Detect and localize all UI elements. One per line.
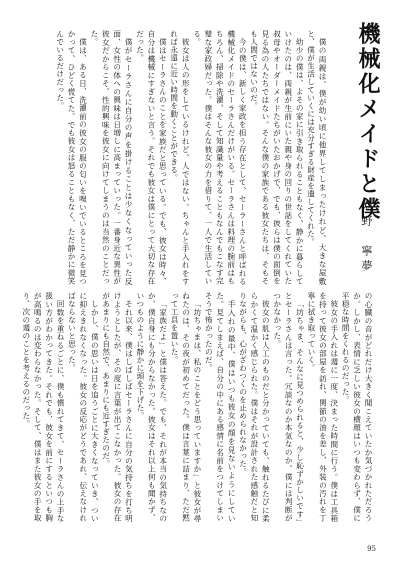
paragraph: 今の僕は、新しく家政を担う存在として、セーラーさんと呼ばれる機械化メイドのセーラさんだけがいる。セーラさんは料理の腕前はもちろん、掃除や洗濯、そして知識量や考えることもなんでもこなす完璧な家政婦だった。僕はそんな彼女の力を借りて、一人で生活している。	[192, 30, 248, 285]
paragraph: 彼女の手入れは週に一度、決まった時間に行う。僕は工具箱を持って彼女の部屋を訪れ、関節の油を差し、外装の汚れを丁寧に拭き取っていく。	[306, 292, 339, 522]
paragraph: 「家族だよ」と僕は答えた。でも、それが本当の気持ちなのか、僕自身にも分からなかった。彼女はそれ以上何も聞かず、いつものように静かに頭を下げた。	[135, 292, 168, 522]
paragraph: それ以来、僕はしばしばセーラさんに自分の気持ちを打ち明けようとしたが、その度に言葉が出てこなかった。彼女の存在があまりにも自然で、あまりにも近すぎたのだ。	[101, 292, 134, 522]
paragraph: 僕は、ある日、洗濯前の彼女の服の匂いを嗅いでいるところを見つかって、ひどく慌てた。でも彼女は怒ることもなく、ただ静かに微笑んでいるだけだった。	[55, 30, 88, 285]
paragraph: 手入れの最中、僕はいつも彼女の顔を見ないようにしていた。見てしまえば、自分の中にある感情に名前をつけてしまいそうで怖かったのだ。	[204, 292, 237, 522]
author-name: 刈野 寧夢	[360, 200, 373, 275]
paragraph: 僕の両親は、僕が幼い頃に他界してしまったけれど、大きな屋敷と、僕が生活していくには充分すぎる財産を遺してくれた。	[306, 30, 327, 285]
paragraph: 彼女は人の形をしているけれど、人ではない。ちゃんと手入れをすれば永遠に近い時間を動くことができる。	[169, 30, 191, 285]
paragraph: 「坊ちゃまは、私のことをどう思っていますか」と彼女が尋ねたのは、その夜が初めてだった。僕は言葉に詰まり、ただ黙って工具を置いた。	[170, 292, 202, 522]
body-text-top	[35, 30, 328, 285]
paragraph: 幼少の僕は、よその家に引き取られることもなく、静かに暮らしていけたのは、両親が生前にいた親や身の回りの世話をしてくれていた叔母やオーダーメイドたちがいたおかげで、でも、彼らは僕の面倒を見る為の人たちではない。そんな僕の家族である彼女たちは、そもそも人間ではないのだ。	[249, 30, 305, 285]
paragraph: しかし、僕の思いは日を追うごとに大きくなっていき、ついに抑えきれなくなった。彼女の反応がどうであれ、伝えなければならないと思った。	[67, 292, 100, 522]
body-text-bottom	[21, 292, 374, 522]
paragraph: 僕はセーラさんのことを家族だと思っている。でも、彼女は時々、自分は機械にすぎないと言う。それでも彼女は僕にとって大切な存在だった。	[135, 30, 168, 285]
page-number: 95	[367, 545, 376, 553]
paragraph: 彼女の肌は人工のものだと分かっていても、触れるたびに柔らかくて温かく感じられた。僕はそれが設計された感触だと知りながらも、心がざわつくのを止められなかった。	[238, 292, 271, 522]
story-title: 機械化メイドと僕	[355, 22, 381, 222]
paragraph: 僕がセーラさんに自分の声を掛けることは少なくなっていった反面、女性の体への興味は日増しに高まっていった。一番身近な異性が彼女だからこそ、性的興味を彼女に向けてしまうのは当然のことだった。	[89, 30, 134, 285]
paragraph: 「坊ちゃま、そんなに見つめられると、少し恥ずかしいです」とセーラさんは言った。冗談なのか本気なのか、僕には判断がつかなかった。	[272, 292, 305, 522]
paragraph: の心臓の音がどれだけ大きく聞こえていたか気づかれただろうか。しかし、表情に乏しい彼女の横顔はいつも変わらず、僕に平穏な時間をくれるのだった。	[341, 292, 373, 522]
paragraph: 回数を重ねるごとに、僕も慣れてきて、セーラさんの上手な扱い方がわかってきた。それでも、彼女を前にするといつも胸が高鳴るのは変わらなかった。そして、僕はまた彼女の手を取り、次の週のことを考えるのだった。	[21, 292, 66, 522]
